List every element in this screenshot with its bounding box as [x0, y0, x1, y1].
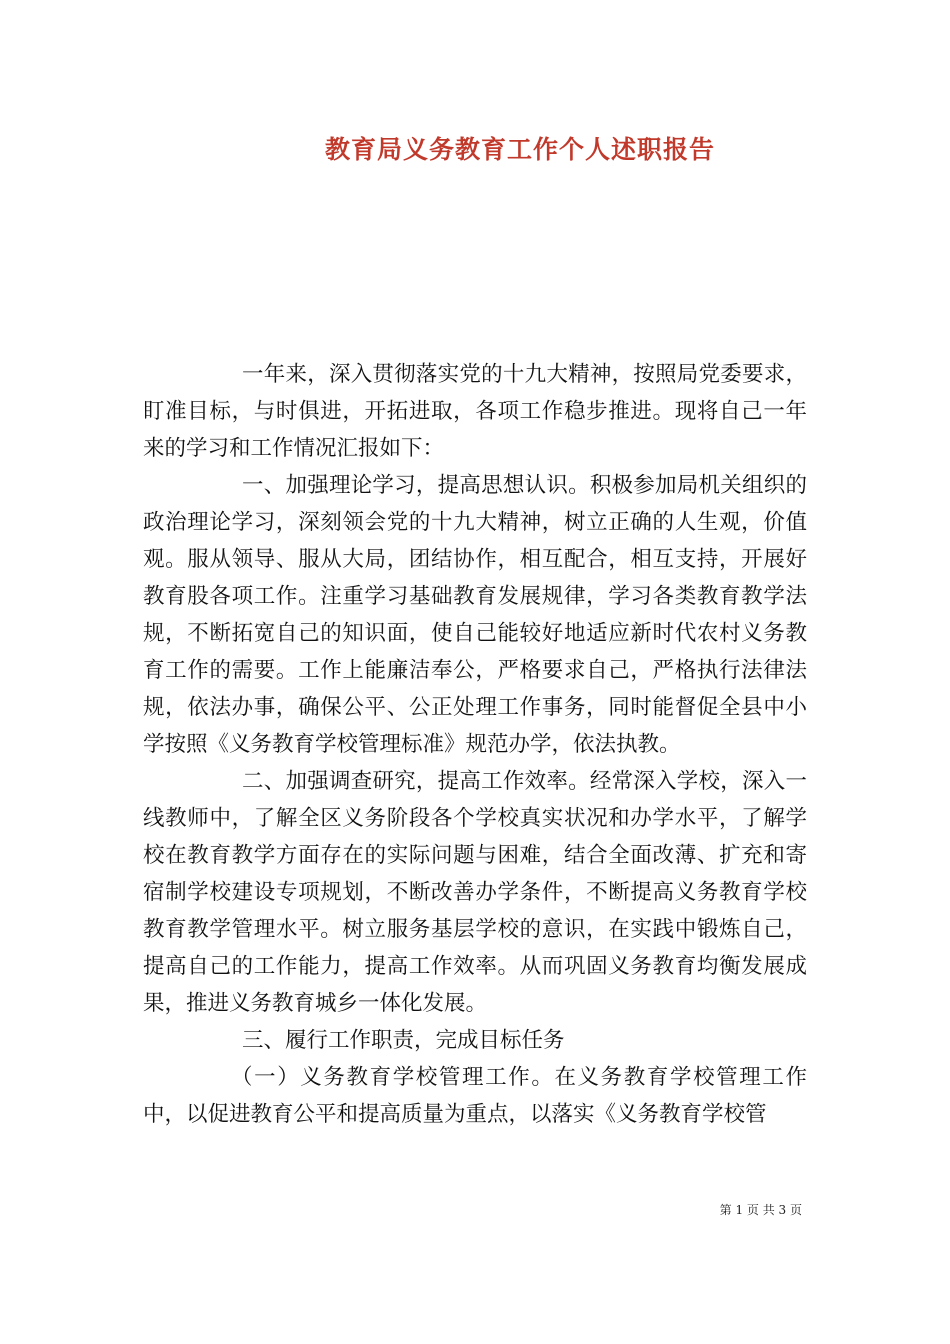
page-title: 教育局义务教育工作个人述职报告 — [324, 135, 715, 164]
paragraph-research: 二、加强调查研究，提高工作效率。经常深入学校，深入一线教师中，了解全区义务阶段各个学校真实状况和办学水平，了解学校在教育教学方面存在的实际问题与困难，结合全面改薄、扩充和寄宿制学校建设专项规划，不断改善办学条件，不断提高义务教育学校教育教学管理水平。树立服务基层学校的意识，在实践中锻炼自己，提高自己的工作能力，提高工作效率。从而巩固义务教育均衡发展成果，推进义务教育城乡一体化发展。 — [143, 769, 807, 1016]
paragraph-intro: 一年来，深入贯彻落实党的十九大精神，按照局党委要求，盯准目标，与时俱进，开拓进取，各项工作稳步推进。现将自己一年来的学习和工作情况汇报如下： — [143, 362, 807, 461]
page-number-footer: 第 1 页 共 3 页 — [719, 1203, 802, 1217]
document-body — [143, 356, 807, 1133]
paragraph-school-management: （一）义务教育学校管理工作。在义务教育学校管理工作中，以促进教育公平和提高质量为重点，以落实《义务教育学校管 — [143, 1065, 807, 1127]
paragraph-duties-heading: 三、履行工作职责，完成目标任务 — [242, 1028, 565, 1053]
paragraph-theory-study: 一、加强理论学习，提高思想认识。积极参加局机关组织的政治理论学习，深刻领会党的十九大精神，树立正确的人生观，价值观。服从领导、服从大局，团结协作，相互配合，相互支持，开展好教育股各项工作。注重学习基础教育发展规律，学习各类教育教学法规，不断拓宽自己的知识面，使自己能较好地适应新时代农村义务教育工作的需要。工作上能廉洁奉公，严格要求自己，严格执行法律法规，依法办事，确保公平、公正处理工作事务，同时能督促全县中小学按照《义务教育学校管理标准》规范办学，依法执教。 — [143, 473, 807, 757]
